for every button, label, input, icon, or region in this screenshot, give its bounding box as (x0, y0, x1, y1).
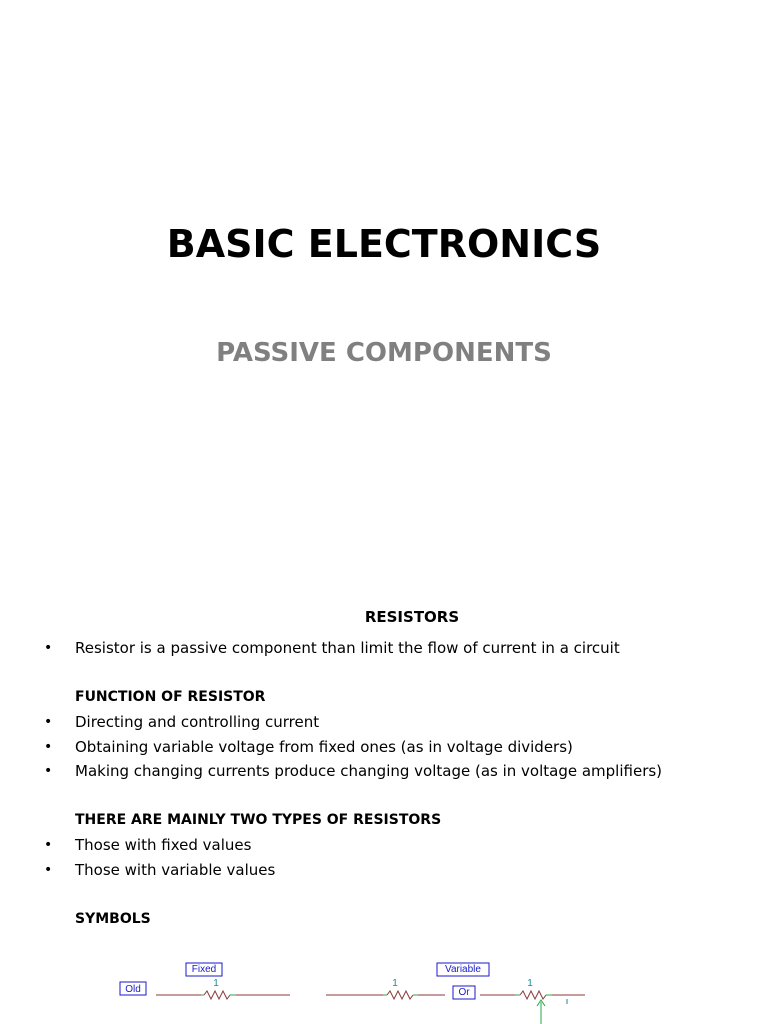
types-heading: THERE ARE MAINLY TWO TYPES OF RESISTORS (75, 812, 442, 828)
bullet-icon: • (44, 837, 53, 853)
slide-subtitle: PASSIVE COMPONENTS (216, 338, 552, 368)
fixed-label-text: Fixed (191, 964, 217, 975)
list-item (0, 711, 768, 733)
function-heading: FUNCTION OF RESISTOR (75, 689, 266, 705)
bullet-icon: • (44, 739, 53, 755)
variable-resistor-symbol-b (480, 978, 585, 1024)
fixed-label (186, 963, 222, 976)
list-item (0, 760, 768, 782)
list-item (0, 637, 768, 659)
list-item-text: Those with fixed values (75, 836, 252, 854)
symbols-heading: SYMBOLS (75, 911, 151, 927)
variable-label-text: Variable (445, 964, 481, 975)
list-item (0, 736, 768, 758)
variable-label (437, 963, 489, 976)
list-item-text: Resistor is a passive component than limit the flow of current in a circuit (75, 639, 620, 657)
bullet-icon: • (44, 714, 53, 730)
or-label (453, 986, 475, 999)
resistors-heading: RESISTORS (364, 608, 460, 626)
pin-number-label: 1 (213, 978, 219, 989)
or-label-text: Or (458, 987, 470, 998)
list-item-text: Making changing currents produce changing voltage (as in voltage amplifiers) (75, 762, 663, 780)
list-item (0, 859, 768, 881)
old-label (120, 982, 146, 995)
bullet-icon: • (44, 640, 53, 656)
pin-number-label: 1 (392, 978, 398, 989)
pin-number-label: 1 (527, 978, 533, 989)
bullet-icon: • (44, 862, 53, 878)
list-item (0, 834, 768, 856)
list-item-text: Directing and controlling current (75, 713, 320, 731)
resistor-symbols-diagram (0, 955, 768, 1024)
bullet-icon: • (44, 763, 53, 779)
list-item-text: Those with variable values (75, 861, 276, 879)
list-item-text: Obtaining variable voltage from fixed ones (as in voltage dividers) (75, 738, 573, 756)
fixed-resistor-symbol (156, 978, 290, 999)
old-label-text: Old (125, 984, 141, 995)
slide-title: BASIC ELECTRONICS (166, 222, 602, 266)
variable-resistor-symbol-a (326, 978, 445, 999)
